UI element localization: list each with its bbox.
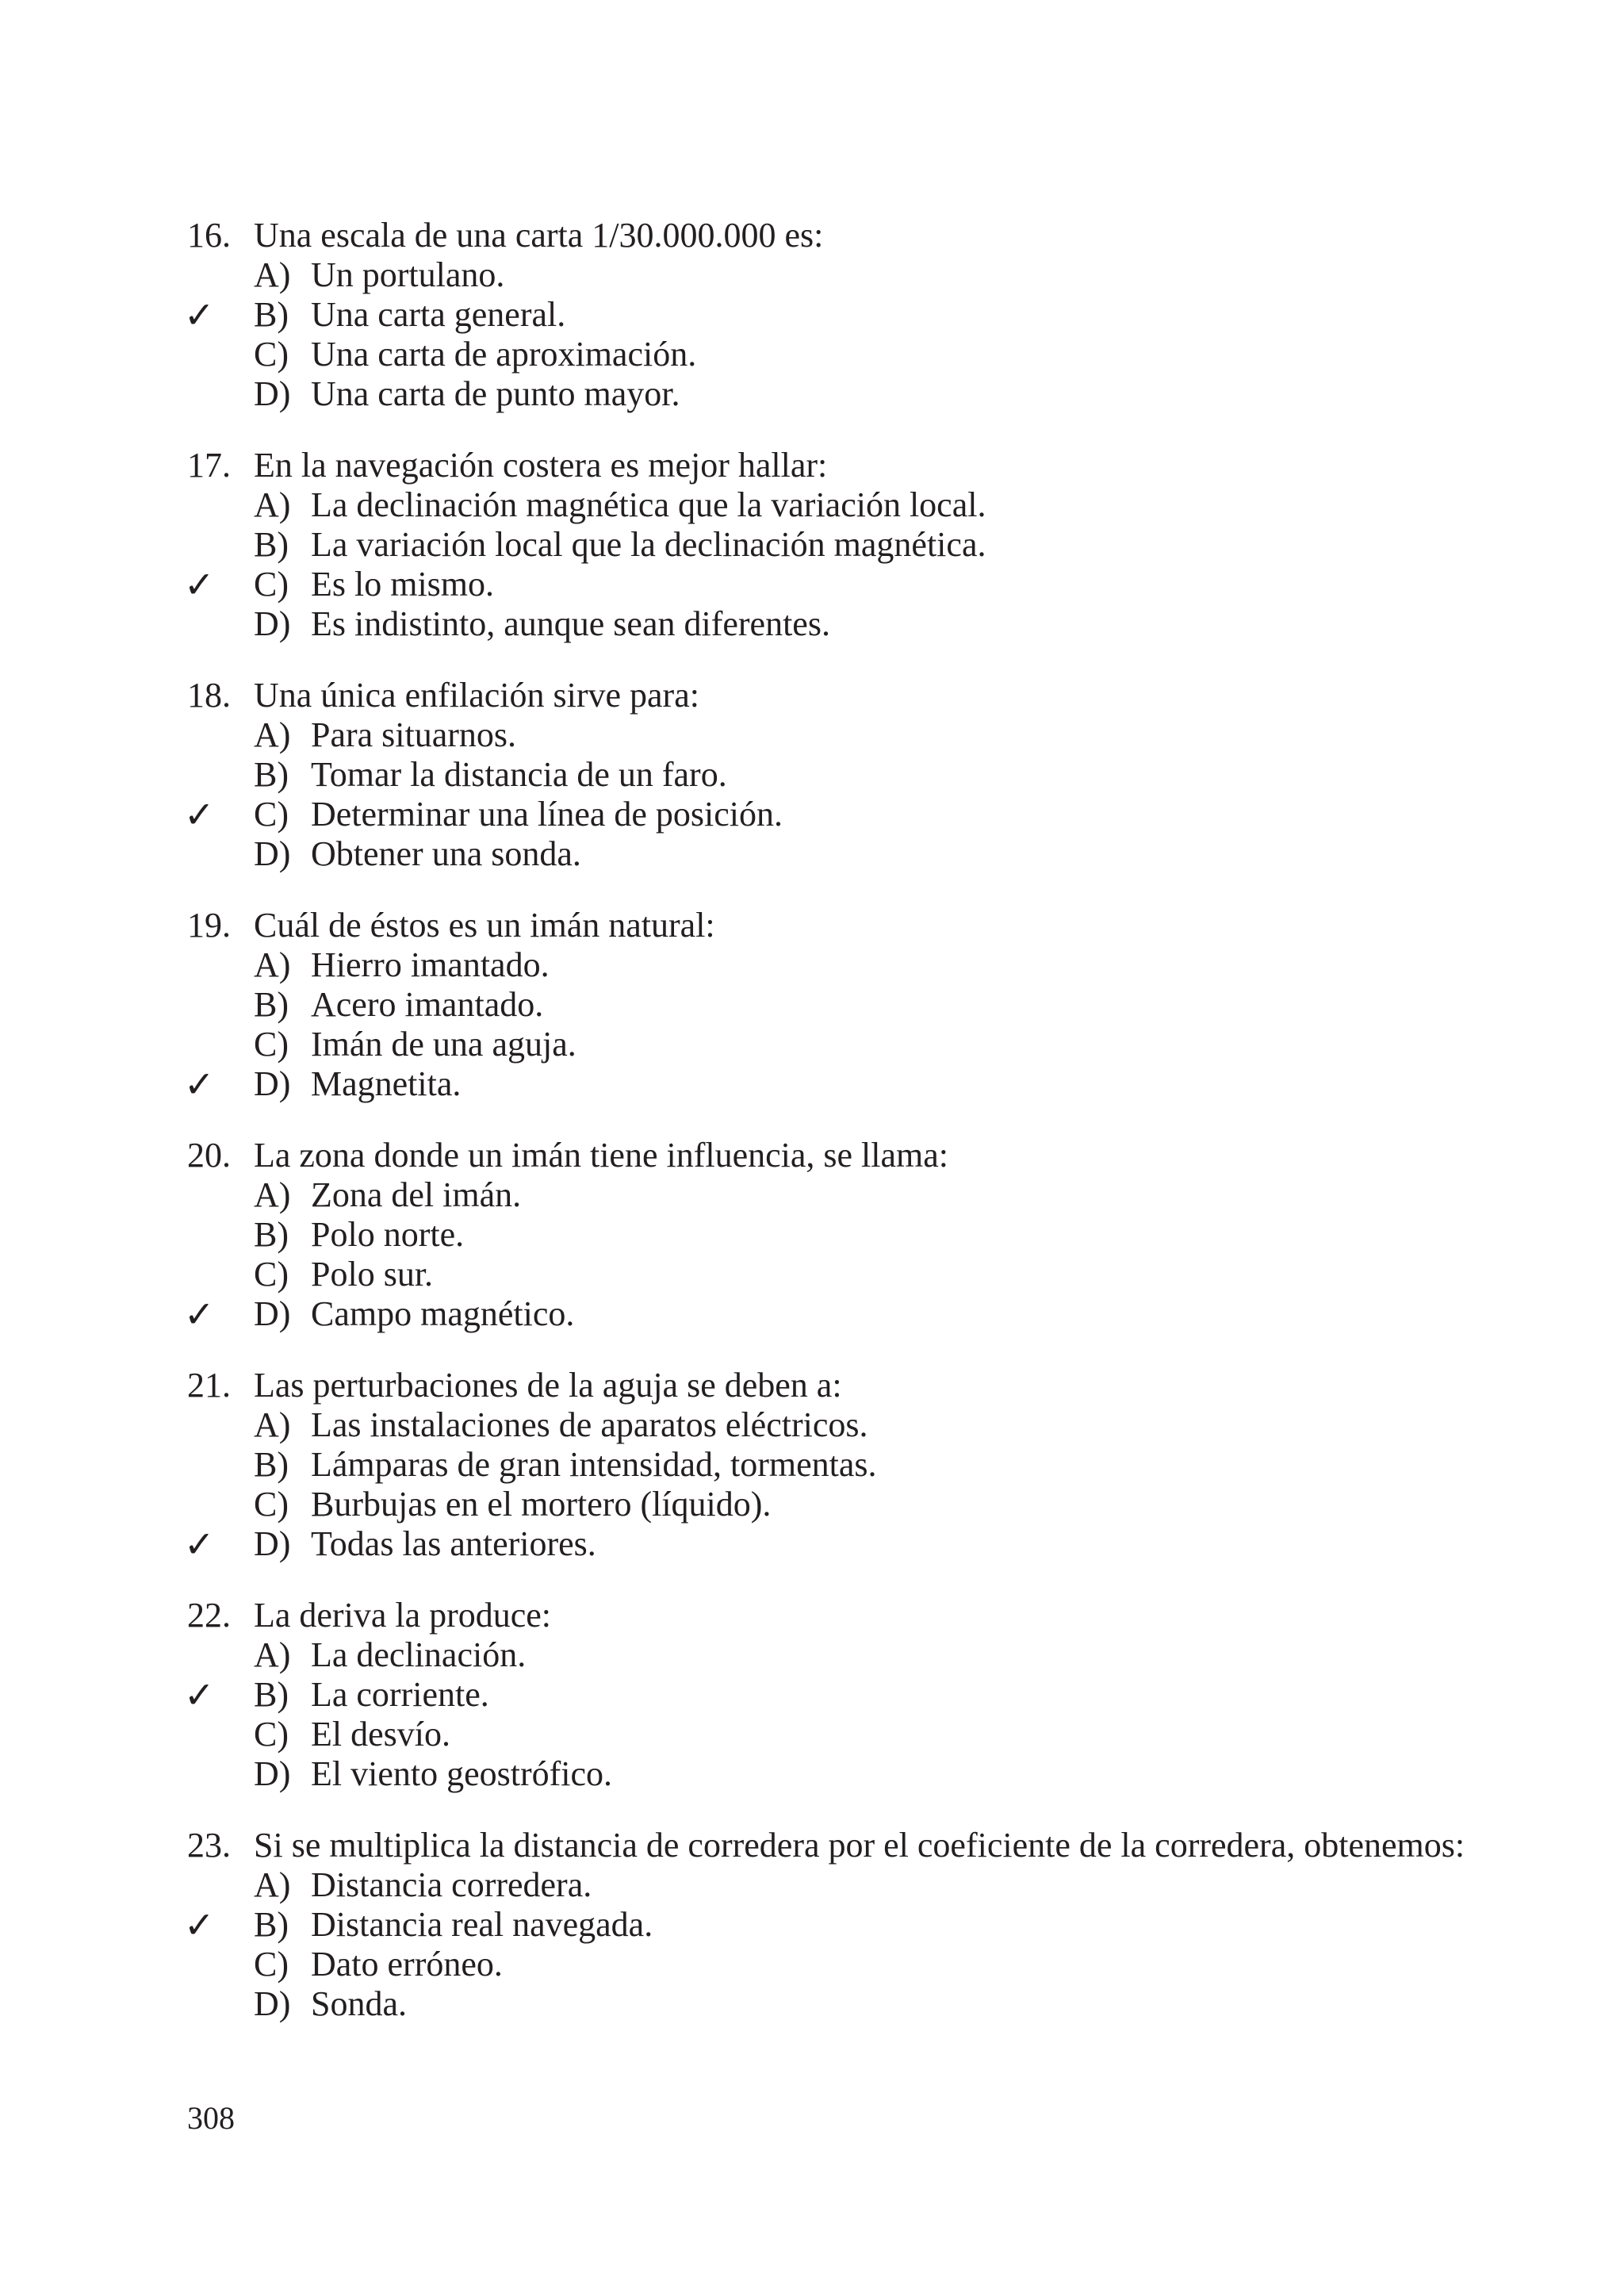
question-text: En la navegación costera es mejor hallar: [254,446,828,485]
checkmark-icon: ✓ [184,1293,215,1336]
question-number: 23. [187,1826,231,1865]
answer-option [187,1945,1472,1984]
option-letter: C) [254,335,289,374]
checkmark-icon: ✓ [184,1673,215,1716]
question-number: 17. [187,446,231,485]
answer-option [187,1715,1472,1754]
option-letter: B) [254,985,289,1024]
option-letter: D) [254,1754,291,1793]
option-text: La variación local que la declinación magnética. [311,525,986,564]
option-text: Determinar una línea de posición. [311,795,783,834]
option-text: Obtener una sonda. [311,834,581,873]
option-text: Dato erróneo. [311,1945,503,1984]
question-stem [187,1136,1472,1175]
answer-option [187,715,1472,755]
checkmark-icon: ✓ [184,793,215,836]
question-4 [184,906,1472,1106]
option-text: La corriente. [311,1675,489,1714]
option-text: Acero imantado. [311,985,544,1024]
answer-option [187,255,1472,295]
question-stem [187,1826,1472,1865]
question-stem [187,906,1472,945]
question-text: Si se multiplica la distancia de corredera por el coeficiente de la corredera, obtenemos: [254,1826,1465,1865]
option-text: La declinación magnética que la variación local. [311,485,986,524]
question-2 [184,446,1472,644]
option-letter: A) [254,1405,291,1444]
option-letter: A) [254,1865,291,1904]
option-letter: B) [254,1675,289,1714]
question-3 [184,676,1472,874]
option-text: Zona del imán. [311,1175,522,1214]
option-letter: C) [254,565,289,604]
answer-options [184,255,1472,414]
option-text: Todas las anteriores. [311,1524,596,1563]
answer-option [187,374,1472,414]
question-stem [187,1366,1472,1405]
question-text: Una única enfilación sirve para: [254,676,699,715]
answer-option [187,1215,1472,1255]
question-1 [184,216,1472,414]
answer-option-correct [184,1673,1472,1716]
question-stem [187,676,1472,715]
question-stem [187,446,1472,485]
option-letter: B) [254,295,289,334]
answer-option-correct [184,563,1472,606]
answer-options [184,1635,1472,1794]
option-text: El desvío. [311,1715,450,1754]
answer-option-correct [184,1523,1472,1566]
question-number: 18. [187,676,231,715]
checkmark-icon: ✓ [184,1063,215,1106]
answer-option [187,1175,1472,1215]
question-list [184,216,1472,2056]
option-text: Una carta general. [311,295,566,334]
option-text: Es lo mismo. [311,565,495,604]
option-text: Para situarnos. [311,715,517,754]
option-text: Sonda. [311,1984,407,2023]
question-stem [187,1596,1472,1635]
option-letter: D) [254,604,291,643]
answer-option [187,1754,1472,1794]
answer-options [184,1865,1472,2024]
answer-options [184,1175,1472,1336]
option-letter: D) [254,834,291,873]
question-8 [184,1826,1472,2024]
answer-option [187,485,1472,525]
option-letter: C) [254,795,289,834]
answer-option [187,1255,1472,1294]
answer-option [187,335,1472,374]
question-text: Cuál de éstos es un imán natural: [254,906,715,945]
option-letter: D) [254,374,291,413]
answer-option [187,1025,1472,1064]
option-letter: B) [254,1445,289,1484]
option-text: Hierro imantado. [311,945,550,984]
answer-option [187,1405,1472,1445]
option-letter: A) [254,1175,291,1214]
answer-option [187,525,1472,565]
checkmark-icon: ✓ [184,1903,215,1946]
option-letter: A) [254,715,291,754]
option-letter: A) [254,255,291,294]
option-letter: C) [254,1945,289,1984]
question-number: 19. [187,906,231,945]
option-text: Imán de una aguja. [311,1025,576,1064]
answer-option-correct [184,793,1472,836]
question-number: 22. [187,1596,231,1635]
question-text: Una escala de una carta 1/30.000.000 es: [254,216,824,255]
answer-option-correct [184,293,1472,336]
option-text: El viento geostrófico. [311,1754,613,1793]
checkmark-icon: ✓ [184,293,215,336]
option-letter: C) [254,1025,289,1064]
option-letter: B) [254,755,289,794]
option-letter: D) [254,1524,291,1563]
answer-option [187,985,1472,1025]
option-text: Tomar la distancia de un faro. [311,755,727,794]
answer-options [184,945,1472,1106]
answer-option [187,1635,1472,1675]
answer-options [184,715,1472,874]
option-text: Polo norte. [311,1215,465,1254]
checkmark-icon: ✓ [184,1523,215,1566]
answer-option [187,1865,1472,1905]
question-text: Las perturbaciones de la aguja se deben a: [254,1366,842,1405]
option-letter: D) [254,1294,291,1333]
option-letter: A) [254,485,291,524]
option-text: Burbujas en el mortero (líquido). [311,1485,772,1524]
answer-option [187,834,1472,874]
option-text: Magnetita. [311,1064,462,1103]
option-text: Distancia real navegada. [311,1905,653,1944]
option-text: Las instalaciones de aparatos eléctricos. [311,1405,868,1444]
option-text: Una carta de punto mayor. [311,374,680,413]
option-letter: A) [254,945,291,984]
option-text: Distancia corredera. [311,1865,592,1904]
question-number: 20. [187,1136,231,1175]
option-letter: C) [254,1255,289,1294]
question-number: 21. [187,1366,231,1405]
option-letter: C) [254,1485,289,1524]
option-letter: B) [254,1215,289,1254]
page-number: 308 [187,2100,235,2136]
checkmark-icon: ✓ [184,563,215,606]
option-text: Campo magnético. [311,1294,575,1333]
option-letter: A) [254,1635,291,1674]
option-text: Polo sur. [311,1255,434,1294]
option-text: La declinación. [311,1635,527,1674]
option-letter: D) [254,1984,291,2023]
answer-option [187,1445,1472,1485]
option-letter: B) [254,525,289,564]
question-text: La deriva la produce: [254,1596,552,1635]
question-5 [184,1136,1472,1336]
option-letter: D) [254,1064,291,1103]
answer-option-correct [184,1293,1472,1336]
option-text: Una carta de aproximación. [311,335,697,374]
answer-option [187,1485,1472,1524]
option-letter: B) [254,1905,289,1944]
answer-option-correct [184,1903,1472,1946]
question-text: La zona donde un imán tiene influencia, se llama: [254,1136,949,1175]
option-letter: C) [254,1715,289,1754]
option-text: Un portulano. [311,255,505,294]
option-text: Es indistinto, aunque sean diferentes. [311,604,830,643]
option-text: Lámparas de gran intensidad, tormentas. [311,1445,877,1484]
question-stem [187,216,1472,255]
answer-option [187,604,1472,644]
question-7 [184,1596,1472,1794]
answer-option-correct [184,1063,1472,1106]
answer-option [187,1984,1472,2024]
answer-options [184,1405,1472,1566]
answer-option [187,945,1472,985]
answer-options [184,485,1472,644]
answer-option [187,755,1472,795]
question-6 [184,1366,1472,1566]
question-number: 16. [187,216,231,255]
